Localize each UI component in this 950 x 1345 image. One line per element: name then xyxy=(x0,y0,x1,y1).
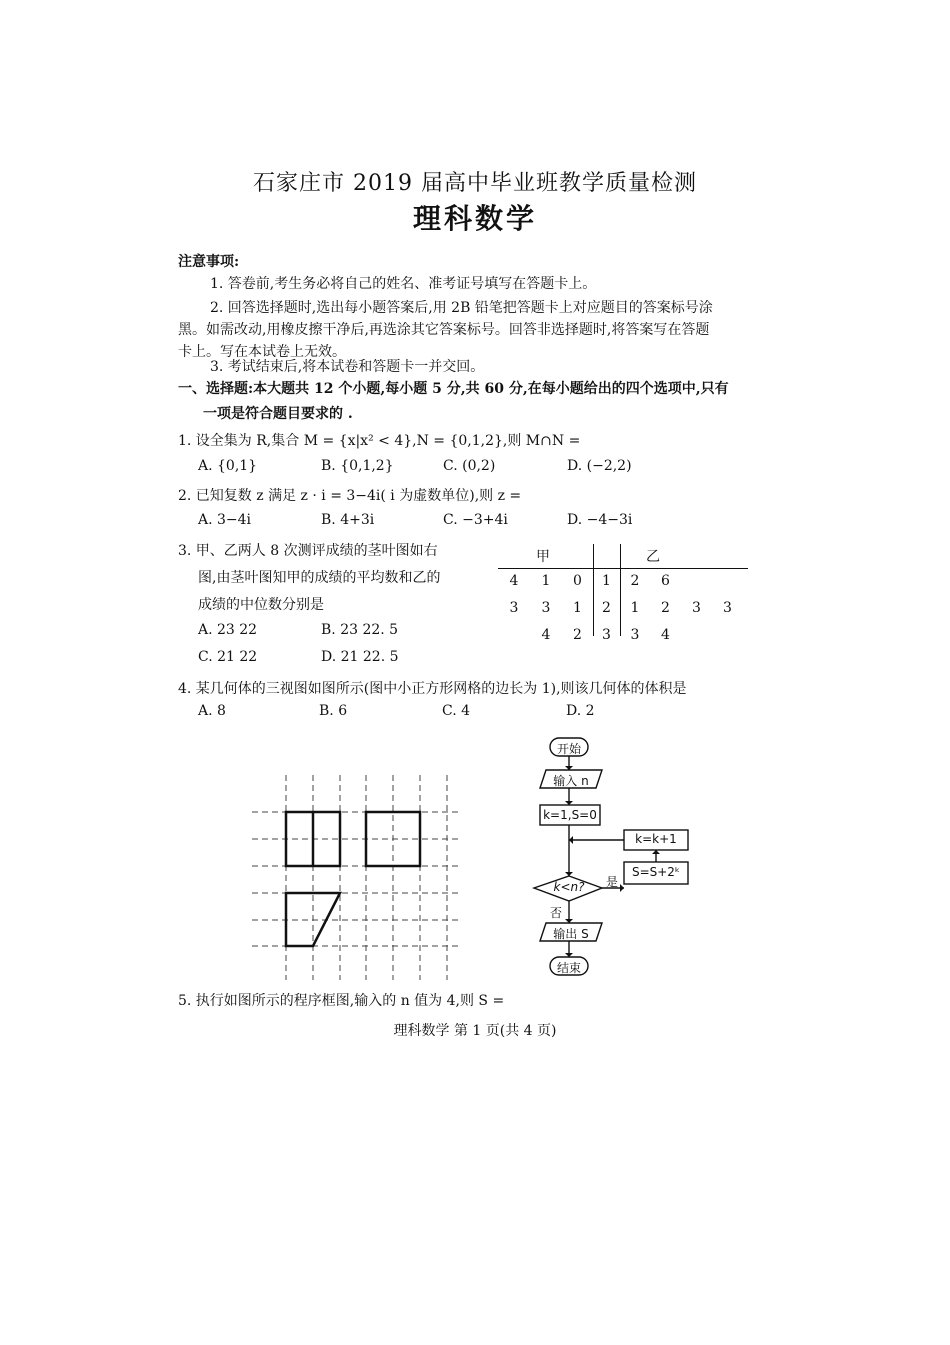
flow-yes-label: 是 xyxy=(606,875,619,889)
q3-stem-line-2: 图,由茎叶图知甲的成绩的平均数和乙的 xyxy=(198,570,441,586)
stem-value: 2 xyxy=(602,599,611,616)
note-2-line-2: 黑。如需改动,用橡皮擦干净后,再选涂其它答案标号。回答非选择题时,将答案写在答题 xyxy=(178,322,710,338)
leaf-left: 4 xyxy=(509,572,519,589)
three-view-figure xyxy=(252,775,462,980)
q2-option-c: C. −3+4i xyxy=(443,512,508,528)
stem-leaf-row xyxy=(498,621,743,648)
flowchart xyxy=(530,735,700,985)
flow-condition: k<n? xyxy=(553,880,585,894)
q5-stem: 5. 执行如图所示的程序框图,输入的 n 值为 4,则 S = xyxy=(178,993,505,1009)
q3-option-d: D. 21 22. 5 xyxy=(321,649,399,665)
q2-option-d: D. −4−3i xyxy=(567,512,633,528)
q1-option-c: C. (0,2) xyxy=(443,458,496,474)
q1-option-d: D. (−2,2) xyxy=(567,458,632,474)
q3-option-a: A. 23 22 xyxy=(198,622,258,638)
q1-stem: 1. 设全集为 R,集合 M = {x|x² < 4},N = {0,1,2},则 M∩N = xyxy=(178,433,581,449)
q3-option-c: C. 21 22 xyxy=(198,649,258,665)
leaf-left: 1 xyxy=(541,572,551,589)
note-2-line-1: 2. 回答选择题时,选出每小题答案后,用 2B 铅笔把答题卡上对应题目的答案标号涂 xyxy=(210,300,713,316)
page-footer: 理科数学 第 1 页(共 4 页) xyxy=(393,1023,557,1039)
q1-option-b: B. {0,1,2} xyxy=(321,458,394,474)
q3-stem-line-3: 成绩的中位数分别是 xyxy=(198,597,324,613)
flow-update: S=S+2ᵏ xyxy=(631,865,681,879)
q3-option-b: B. 23 22. 5 xyxy=(321,622,399,638)
stem-leaf-head-left: 甲 xyxy=(536,549,550,565)
leaf-right: 3 xyxy=(692,599,701,616)
grid-lines xyxy=(252,775,462,980)
leaf-left: 3 xyxy=(541,599,551,616)
leaf-right xyxy=(712,621,743,648)
leaf-left: 0 xyxy=(573,572,582,589)
stem-leaf-plot xyxy=(498,544,748,643)
stem-leaf-row xyxy=(498,594,743,621)
leaf-left: 1 xyxy=(573,599,582,616)
flow-start: 开始 xyxy=(556,742,581,756)
notes-heading: 注意事项: xyxy=(178,254,240,270)
flow-no-label: 否 xyxy=(550,906,563,920)
note-3: 3. 考试结束后,将本试卷和答题卡一并交回。 xyxy=(210,359,485,375)
leaf-left xyxy=(498,621,530,648)
subject-title: 理科数学 xyxy=(412,202,537,235)
flow-end: 结束 xyxy=(556,961,581,975)
section-heading-line-1: 一、选择题:本大题共 12 个小题,每小题 5 分,共 60 分,在每小题给出的四个选项中,只有 xyxy=(178,381,729,397)
note-2-line-3: 卡上。写在本试卷上无效。 xyxy=(178,344,346,360)
leaf-right xyxy=(712,567,743,594)
section-heading-line-2: 一项是符合题目要求的 . xyxy=(203,406,353,422)
q4-option-c: C. 4 xyxy=(442,703,471,719)
flow-output: 输出 S xyxy=(553,927,589,941)
q3-stem-line-1: 3. 甲、乙两人 8 次测评成绩的茎叶图如右 xyxy=(178,543,438,559)
note-1: 1. 答卷前,考生务必将自己的姓名、准考证号填写在答题卡上。 xyxy=(210,276,597,292)
leaf-right: 2 xyxy=(630,572,640,589)
q2-stem: 2. 已知复数 z 满足 z · i = 3−4i( i 为虚数单位),则 z = xyxy=(178,488,522,504)
leaf-right: 2 xyxy=(661,599,670,616)
q4-stem: 4. 某几何体的三视图如图所示(图中小正方形网格的边长为 1),则该几何体的体积是 xyxy=(178,681,687,697)
q4-option-b: B. 6 xyxy=(319,703,348,719)
leaf-left: 4 xyxy=(541,626,551,643)
stem-value: 1 xyxy=(602,572,611,589)
q4-option-d: D. 2 xyxy=(566,703,595,719)
flow-input: 输入 n xyxy=(553,774,589,788)
q2-option-b: B. 4+3i xyxy=(321,512,375,528)
flow-init: k=1,S=0 xyxy=(543,808,597,822)
stem-leaf-row xyxy=(498,567,743,594)
leaf-right: 1 xyxy=(630,599,640,616)
leaf-right xyxy=(681,567,712,594)
leaf-left: 3 xyxy=(509,599,519,616)
leaf-right: 4 xyxy=(661,626,670,643)
flow-increment: k=k+1 xyxy=(635,832,677,846)
q2-option-a: A. 3−4i xyxy=(198,512,252,528)
q4-option-a: A. 8 xyxy=(198,703,226,719)
q1-option-a: A. {0,1} xyxy=(198,458,258,474)
leaf-right: 6 xyxy=(661,572,670,589)
leaf-left: 2 xyxy=(573,626,582,643)
leaf-right: 3 xyxy=(630,626,640,643)
exam-title: 石家庄市 2019 届高中毕业班教学质量检测 xyxy=(253,171,697,196)
leaf-right xyxy=(681,621,712,648)
stem-leaf-head-right: 乙 xyxy=(646,549,660,565)
leaf-right: 3 xyxy=(723,599,732,616)
stem-value: 3 xyxy=(602,626,611,643)
stem-leaf-table xyxy=(498,567,743,648)
